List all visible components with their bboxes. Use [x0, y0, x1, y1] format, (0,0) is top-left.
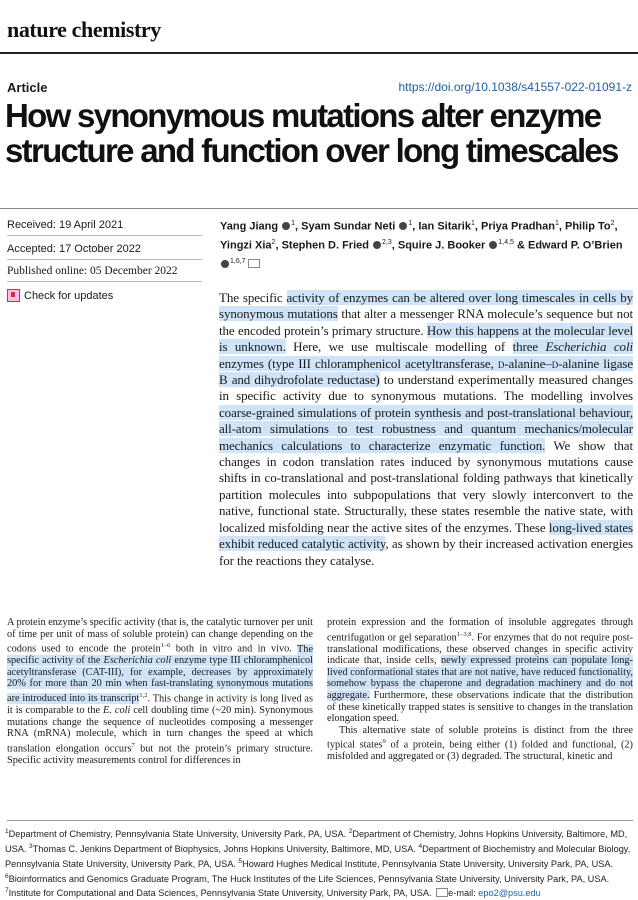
author-list: Yang Jiang $^1$, Syam Sundar Neti $^1$, Ian Sitarik$^1$, Priya Pradhan$^1$, Philip To$^2$, Yingzi Xia$^2$, Stephen D. Fried $^{2,3}$, Squire J. Booker $^{1,4,5}$ & Edward P. O’Brien $^{1,6,7}$ — [220, 216, 635, 273]
body-text — [7, 617, 633, 766]
received-date: Received: 19 April 2021 — [7, 219, 124, 231]
doi-link[interactable]: https://doi.org/10.1038/s41557-022-01091-z — [398, 80, 632, 94]
check-updates-icon — [7, 289, 20, 302]
article-title: How synonymous mutations alter enzyme structure and function over long timescales — [5, 97, 618, 169]
body-column-left: A protein enzyme’s specific activity (that is, the catalytic turnover per unit of time per unit of mass of soluble protein) can change depending on the codons used to encode the protein$^{1-6}$ both in vitro and in vivo. The specific activity of the Escherichia coli enzyme type III chloramphenicol acetyltransferase (CAT-III), for example, decreases by approximately 20% for more than 20 min when fast-translating synonymous mutations are introduced into its transcript$^{1,2}$. This change in activity is long lived as it is comparable to the E. coli cell doubling time (~20 min). Synonymous mutations change the sequence of nucleotides composing a messenger RNA (mRNA) molecule, which in turn changes the speed at which translation elongation occurs$^7$ but not the protein’s primary structure. Specific activity measurements control for differences in — [7, 617, 314, 766]
check-for-updates-button[interactable] — [7, 289, 113, 302]
meta-divider — [7, 259, 202, 260]
meta-divider — [7, 281, 202, 282]
footnote-rule — [7, 820, 633, 821]
title-rule — [0, 208, 638, 209]
affiliations-footnote: $^1$Department of Chemistry, Pennsylvania State University, University Park, PA, USA. $^2$Department of Chemistry, Johns Hopkins University, Baltimore, MD, USA. $^3$Thomas C. Jenkins Department of Biophysics, Johns Hopkins University, Baltimore, MD, USA. $^4$Department of Biochemistry and Molecular Biology, Pennsylvania State University, University Park, PA, USA. $^5$Howard Hughes Medical Institute, Pennsylvania State University, University Park, PA, USA. $^6$Bioinformatics and Genomics Graduate Program, The Huck Institutes of the Life Sciences, Pennsylvania State University, University Park, PA, USA. $^7$Institute for Computational and Data Sciences, Pennsylvania State University, University Park, PA, USA. e-mail: epo2@psu.edu — [5, 828, 631, 899]
header-rule — [0, 52, 638, 54]
check-updates-label: Check for updates — [24, 289, 114, 302]
article-type-label: Article — [7, 80, 48, 95]
body-column-right: protein expression and the formation of insoluble aggregates through centrifugation or gel separation$^{1-3,8}$. For enzymes that do not require post-translational modifications, these observed changes in specific activity indicate that, inside cells, newly expressed proteins can populate long-lived conformational states that are not native, have reduced functionality, somehow bypass the chaperone and degradation machinery and do not aggregate. Furthermore, these observations indicate that the distribution of these kinetically trapped states is sensitive to changes in the translation elongation speed. This alternative state of soluble proteins is distinct from the three typical states$^9$ of a protein, being either (1) folded and functional, (2) misfolded and aggregated or (3) degraded. The structural, kinetic and — [327, 617, 633, 763]
journal-name[interactable]: nature chemistry — [7, 17, 161, 42]
published-date: Published online: 05 December 2022 — [7, 265, 178, 277]
accepted-date: Accepted: 17 October 2022 — [7, 243, 141, 255]
meta-divider — [7, 235, 202, 236]
abstract: The specific activity of enzymes can be altered over long timescales in cells by synonymous mutations that alter a messenger RNA molecule’s sequence but not the encoded protein’s primary structure. How this happens at the molecular level is unknown. Here, we use multiscale modelling of three Escherichia coli enzymes (type III chloramphenicol acetyltransferase, d-alanine–d-alanine ligase B and dihydrofolate reductase) to understand experimentally measured changes in specific activity due to synonymous mutations. The modelling involves coarse-grained simulations of protein synthesis and post-translational behaviour, all-atom simulations to test robustness and quantum mechanics/molecular mechanics calculations to characterize enzymatic function. We show that changes in codon translation rates induced by synonymous mutations cause shifts in co-translational and post-translational folding pathways that kinetically partition molecules into subpopulations that very slowly interconvert to the native, functional state. Structurally, these states resemble the native state, with localized misfolding near the active sites of the enzymes. These long-lived states exhibit reduced catalytic activity, as shown by their increased activation energies for the reactions they catalyse. — [219, 290, 634, 568]
